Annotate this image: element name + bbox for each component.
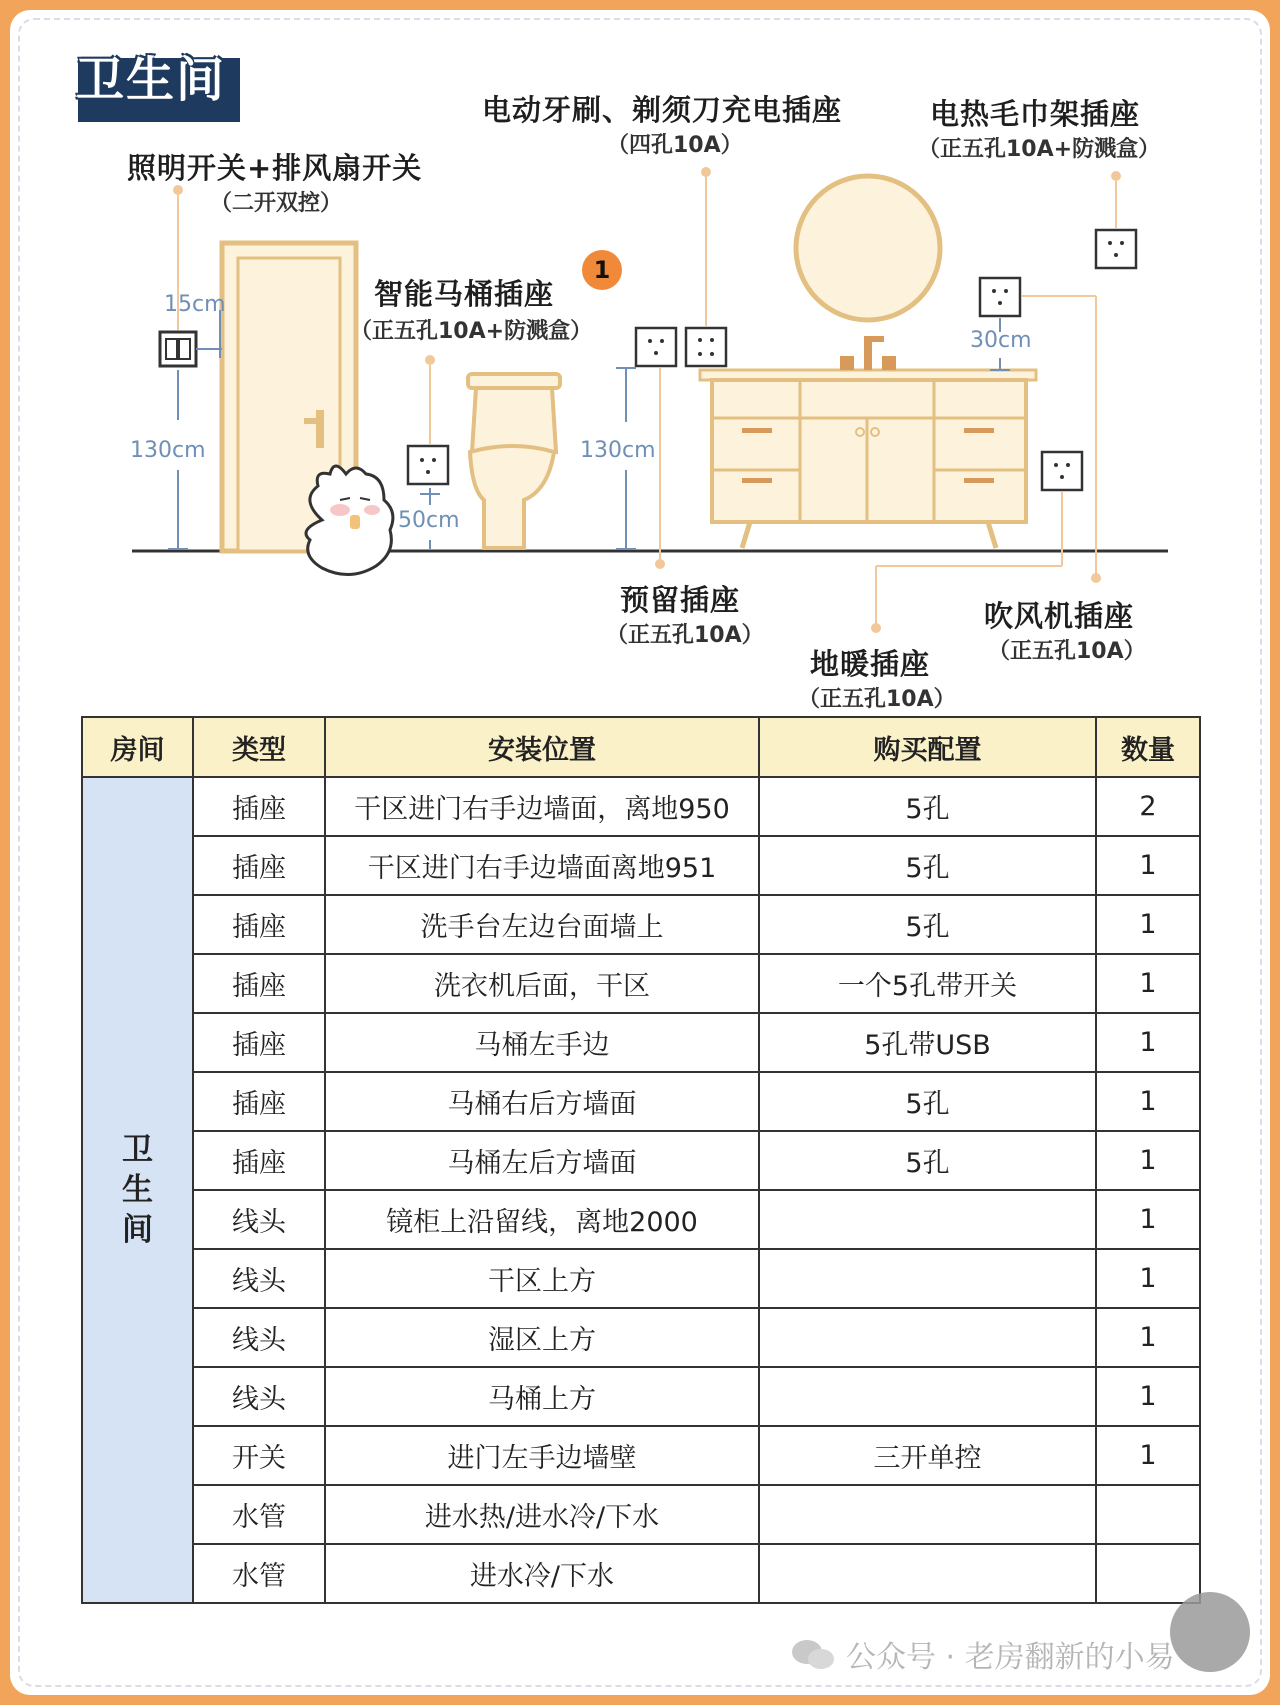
table-row bbox=[82, 777, 1200, 836]
cell-config: 5孔 bbox=[759, 1072, 1096, 1131]
light-switch-icon bbox=[160, 332, 222, 366]
mirror bbox=[796, 176, 940, 320]
cell-qty: 1 bbox=[1096, 1072, 1200, 1131]
cell-type: 插座 bbox=[193, 1013, 325, 1072]
table-row bbox=[82, 1013, 1200, 1072]
cell-type: 插座 bbox=[193, 1072, 325, 1131]
cell-config bbox=[759, 1249, 1096, 1308]
cell-location: 干区进门右手边墙面，离地950 bbox=[325, 777, 759, 836]
cell-qty: 1 bbox=[1096, 1190, 1200, 1249]
cell-location: 马桶右后方墙面 bbox=[325, 1072, 759, 1131]
header-type: 类型 bbox=[193, 717, 325, 777]
label-light-switch-sub: （二开双控） bbox=[210, 191, 343, 216]
corner-logo-icon bbox=[1170, 1592, 1250, 1672]
label-light-switch: 照明开关+排风扇开关 bbox=[127, 151, 423, 185]
dryer-socket-icon bbox=[980, 278, 1020, 316]
cell-config: 5孔 bbox=[759, 836, 1096, 895]
header-room: 房间 bbox=[82, 717, 193, 777]
cell-config: 5孔 bbox=[759, 1131, 1096, 1190]
table-row bbox=[82, 1190, 1200, 1249]
floor-heat-socket-icon bbox=[1042, 452, 1082, 490]
header-config: 购买配置 bbox=[759, 717, 1096, 777]
label-towel-rack: 电热毛巾架插座 bbox=[930, 97, 1141, 131]
table-row bbox=[82, 1367, 1200, 1426]
towel-rack-socket-icon bbox=[1096, 230, 1136, 268]
cell-qty: 1 bbox=[1096, 954, 1200, 1013]
cell-location: 镜柜上沿留线，离地2000 bbox=[325, 1190, 759, 1249]
cell-config: 5孔 bbox=[759, 777, 1096, 836]
cell-type: 线头 bbox=[193, 1308, 325, 1367]
label-reserved-sub: （正五孔10A） bbox=[606, 623, 764, 648]
table-row bbox=[82, 1485, 1200, 1544]
room-cell bbox=[82, 777, 193, 1603]
cell-qty: 1 bbox=[1096, 1131, 1200, 1190]
table-row bbox=[82, 954, 1200, 1013]
label-toothbrush-sub: （四孔10A） bbox=[607, 133, 743, 158]
cell-location: 马桶左手边 bbox=[325, 1013, 759, 1072]
cell-location: 洗衣机后面，干区 bbox=[325, 954, 759, 1013]
cell-type: 线头 bbox=[193, 1249, 325, 1308]
cell-qty: 2 bbox=[1096, 777, 1200, 836]
table-row bbox=[82, 836, 1200, 895]
watermark-text: 公众号 · 老房翻新的小易 bbox=[846, 1640, 1175, 1675]
cell-qty: 1 bbox=[1096, 1308, 1200, 1367]
label-dryer: 吹风机插座 bbox=[984, 599, 1135, 633]
vanity-cabinet bbox=[700, 336, 1036, 548]
cell-config bbox=[759, 1544, 1096, 1603]
cell-qty: 1 bbox=[1096, 836, 1200, 895]
header-location: 安装位置 bbox=[325, 717, 759, 777]
toilet bbox=[468, 374, 560, 548]
cell-type: 线头 bbox=[193, 1190, 325, 1249]
table-row bbox=[82, 1072, 1200, 1131]
label-reserved: 预留插座 bbox=[620, 583, 741, 617]
room-name: 卫生间 bbox=[122, 1132, 153, 1248]
spec-table bbox=[81, 716, 1201, 1604]
cell-config bbox=[759, 1190, 1096, 1249]
table-row bbox=[82, 1426, 1200, 1485]
cell-config: 5孔带USB bbox=[759, 1013, 1096, 1072]
cell-qty: 1 bbox=[1096, 1013, 1200, 1072]
toilet-socket-icon bbox=[408, 446, 448, 484]
cell-type: 插座 bbox=[193, 1131, 325, 1190]
table-header-row bbox=[82, 717, 1200, 777]
label-toilet-sub: （正五孔10A+防溅盒） bbox=[350, 319, 593, 344]
cell-config bbox=[759, 1367, 1096, 1426]
cell-type: 水管 bbox=[193, 1485, 325, 1544]
dim-50cm: 50cm bbox=[398, 508, 460, 533]
dim-130cm-vanity: 130cm bbox=[580, 438, 656, 463]
cell-qty bbox=[1096, 1544, 1200, 1603]
table-row bbox=[82, 1544, 1200, 1603]
cell-type: 插座 bbox=[193, 777, 325, 836]
cell-config bbox=[759, 1485, 1096, 1544]
cell-type: 插座 bbox=[193, 954, 325, 1013]
header-qty: 数量 bbox=[1096, 717, 1200, 777]
table-row bbox=[82, 895, 1200, 954]
cell-location: 洗手台左边台面墙上 bbox=[325, 895, 759, 954]
dim-130cm-door: 130cm bbox=[130, 438, 206, 463]
cell-location: 干区进门右手边墙面离地951 bbox=[325, 836, 759, 895]
cell-type: 插座 bbox=[193, 895, 325, 954]
cell-location: 进门左手边墙壁 bbox=[325, 1426, 759, 1485]
step-badge: 1 bbox=[582, 250, 622, 290]
cell-qty: 1 bbox=[1096, 1249, 1200, 1308]
cell-qty: 1 bbox=[1096, 1367, 1200, 1426]
table-row bbox=[82, 1131, 1200, 1190]
cell-location: 干区上方 bbox=[325, 1249, 759, 1308]
label-toilet: 智能马桶插座 bbox=[374, 277, 555, 311]
rabbit-mascot bbox=[306, 466, 393, 575]
cell-qty bbox=[1096, 1485, 1200, 1544]
dim-30cm: 30cm bbox=[970, 328, 1032, 353]
cell-qty: 1 bbox=[1096, 895, 1200, 954]
cell-type: 线头 bbox=[193, 1367, 325, 1426]
table-row bbox=[82, 1249, 1200, 1308]
cell-config: 三开单控 bbox=[759, 1426, 1096, 1485]
cell-type: 水管 bbox=[193, 1544, 325, 1603]
label-floor-heat: 地暖插座 bbox=[810, 647, 931, 681]
cell-qty: 1 bbox=[1096, 1426, 1200, 1485]
cell-config bbox=[759, 1308, 1096, 1367]
cell-config: 5孔 bbox=[759, 895, 1096, 954]
cell-location: 进水热/进水冷/下水 bbox=[325, 1485, 759, 1544]
table-row bbox=[82, 1308, 1200, 1367]
label-dryer-sub: （正五孔10A） bbox=[988, 639, 1146, 664]
wechat-icon bbox=[790, 1638, 836, 1672]
cell-location: 马桶上方 bbox=[325, 1367, 759, 1426]
shaver-socket-icon bbox=[686, 328, 726, 366]
label-floor-heat-sub: （正五孔10A） bbox=[798, 687, 956, 712]
section-title-text: 卫生间 bbox=[75, 52, 226, 108]
dim-15cm: 15cm bbox=[164, 292, 226, 317]
cell-location: 湿区上方 bbox=[325, 1308, 759, 1367]
reserved-socket-icon bbox=[636, 328, 676, 366]
cell-type: 插座 bbox=[193, 836, 325, 895]
cell-config: 一个5孔带开关 bbox=[759, 954, 1096, 1013]
cell-location: 马桶左后方墙面 bbox=[325, 1131, 759, 1190]
cell-location: 进水冷/下水 bbox=[325, 1544, 759, 1603]
label-towel-rack-sub: （正五孔10A+防溅盒） bbox=[918, 137, 1161, 162]
label-toothbrush: 电动牙刷、剃须刀充电插座 bbox=[482, 93, 843, 127]
cell-type: 开关 bbox=[193, 1426, 325, 1485]
